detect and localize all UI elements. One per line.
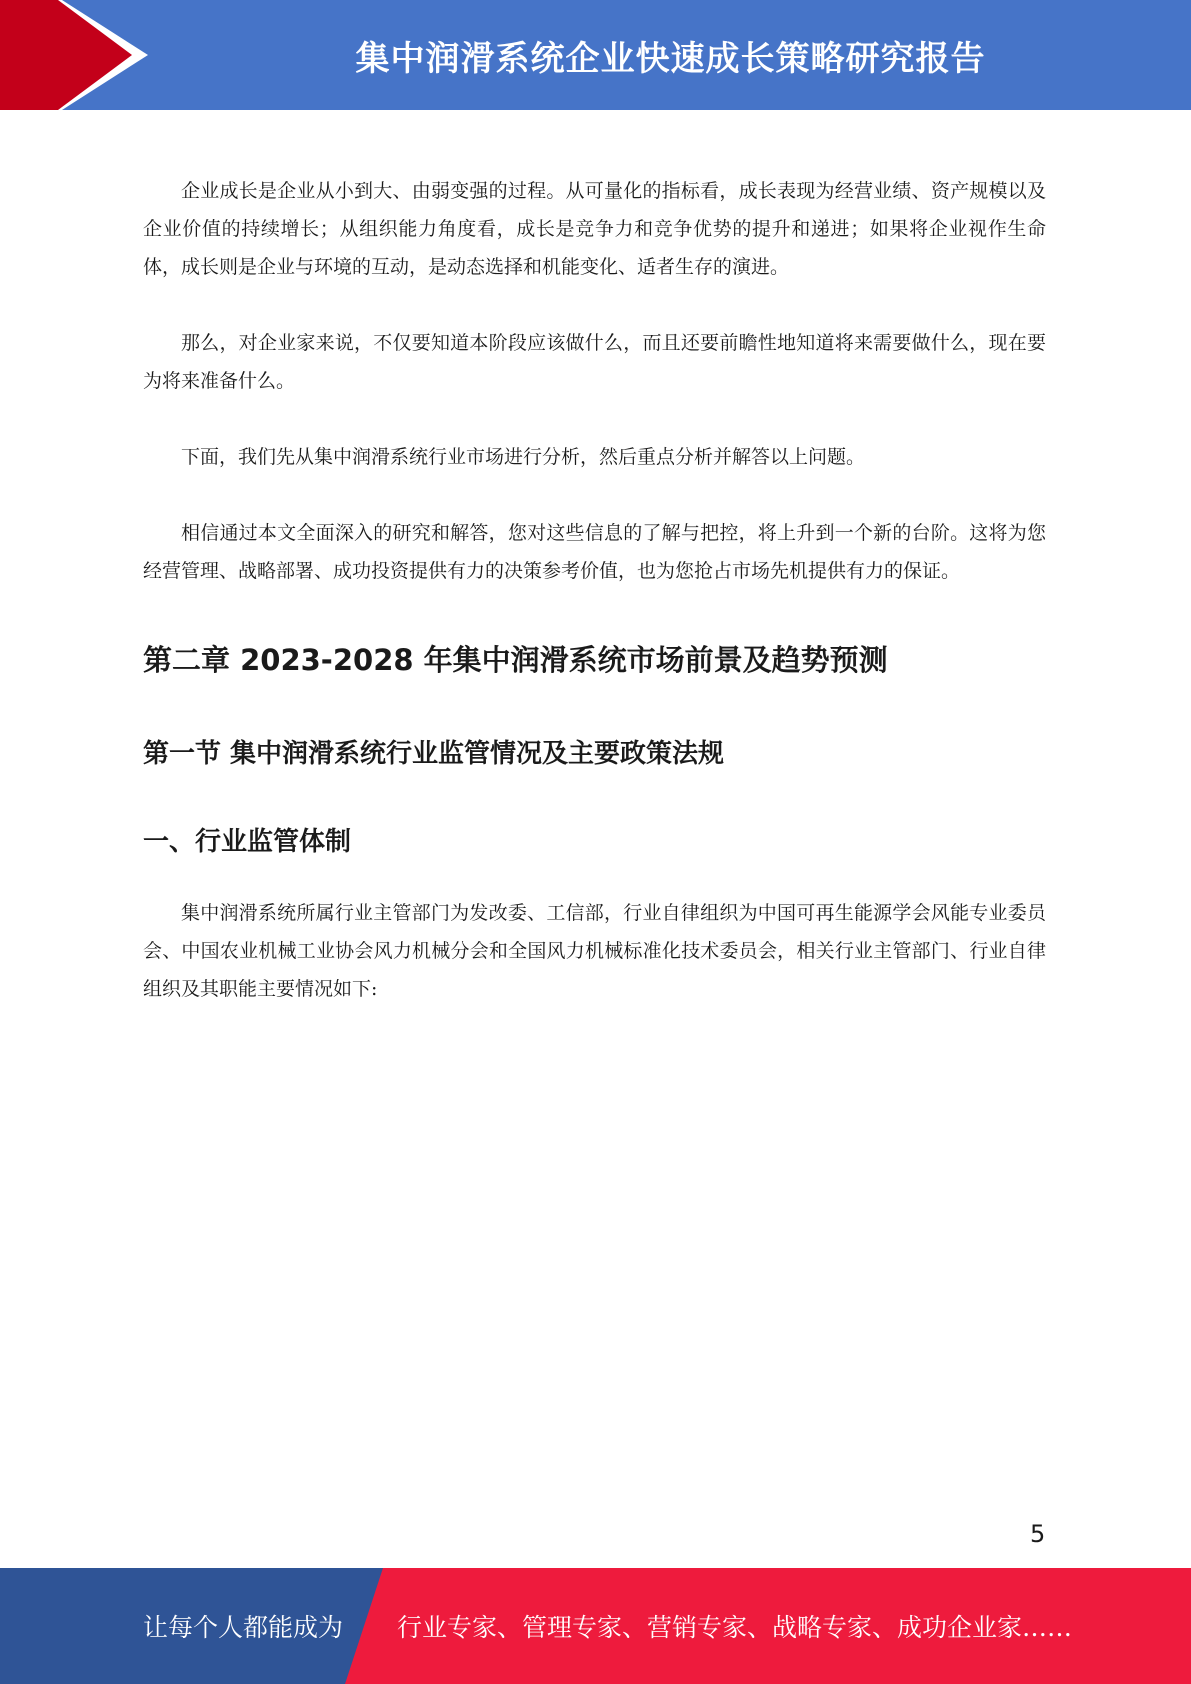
intro-paragraph-4: 相信通过本文全面深入的研究和解答，您对这些信息的了解与把控，将上升到一个新的台阶。这将为您经营管理、战略部署、成功投资提供有力的决策参考价值，也为您抢占市场先机提供有力的保证。 bbox=[143, 522, 1046, 582]
footer-slogan-left: 让每个人都能成为 bbox=[143, 1613, 344, 1642]
footer-banner bbox=[0, 1568, 1191, 1684]
subsection-paragraph: 集中润滑系统所属行业主管部门为发改委、工信部，行业自律组织为中国可再生能源学会风能专业委员会、中国农业机械工业协会风力机械分会和全国风力机械标准化技术委员会，相关行业主管部门、行业自律组织及其职能主要情况如下: bbox=[143, 902, 1046, 1000]
header-banner bbox=[0, 0, 1191, 110]
section-title: 第一节 集中润滑系统行业监管情况及主要政策法规 bbox=[143, 739, 725, 769]
intro-paragraph-3: 下面，我们先从集中润滑系统行业市场进行分析，然后重点分析并解答以上问题。 bbox=[181, 446, 866, 468]
subsection-title: 一、行业监管体制 bbox=[143, 827, 352, 857]
intro-paragraph-2: 那么，对企业家来说，不仅要知道本阶段应该做什么，而且还要前瞻性地知道将来需要做什么，现在要为将来准备什么。 bbox=[143, 332, 1046, 392]
intro-paragraph-1: 企业成长是企业从小到大、由弱变强的过程。从可量化的指标看，成长表现为经营业绩、资产规模以及企业价值的持续增长；从组织能力角度看，成长是竞争力和竞争优势的提升和递进；如果将企业视作生命体，成长则是企业与环境的互动，是动态选择和机能变化、适者生存的演进。 bbox=[143, 180, 1046, 278]
page-content bbox=[143, 172, 1046, 1046]
footer-slogan-right: 行业专家、管理专家、营销专家、战略专家、成功企业家…… bbox=[397, 1613, 1073, 1642]
report-title: 集中润滑系统企业快速成长策略研究报告 bbox=[355, 38, 986, 79]
page-number: 5 bbox=[1030, 1520, 1046, 1548]
chapter-title: 第二章 2023-2028 年集中润滑系统市场前景及趋势预测 bbox=[143, 643, 888, 677]
